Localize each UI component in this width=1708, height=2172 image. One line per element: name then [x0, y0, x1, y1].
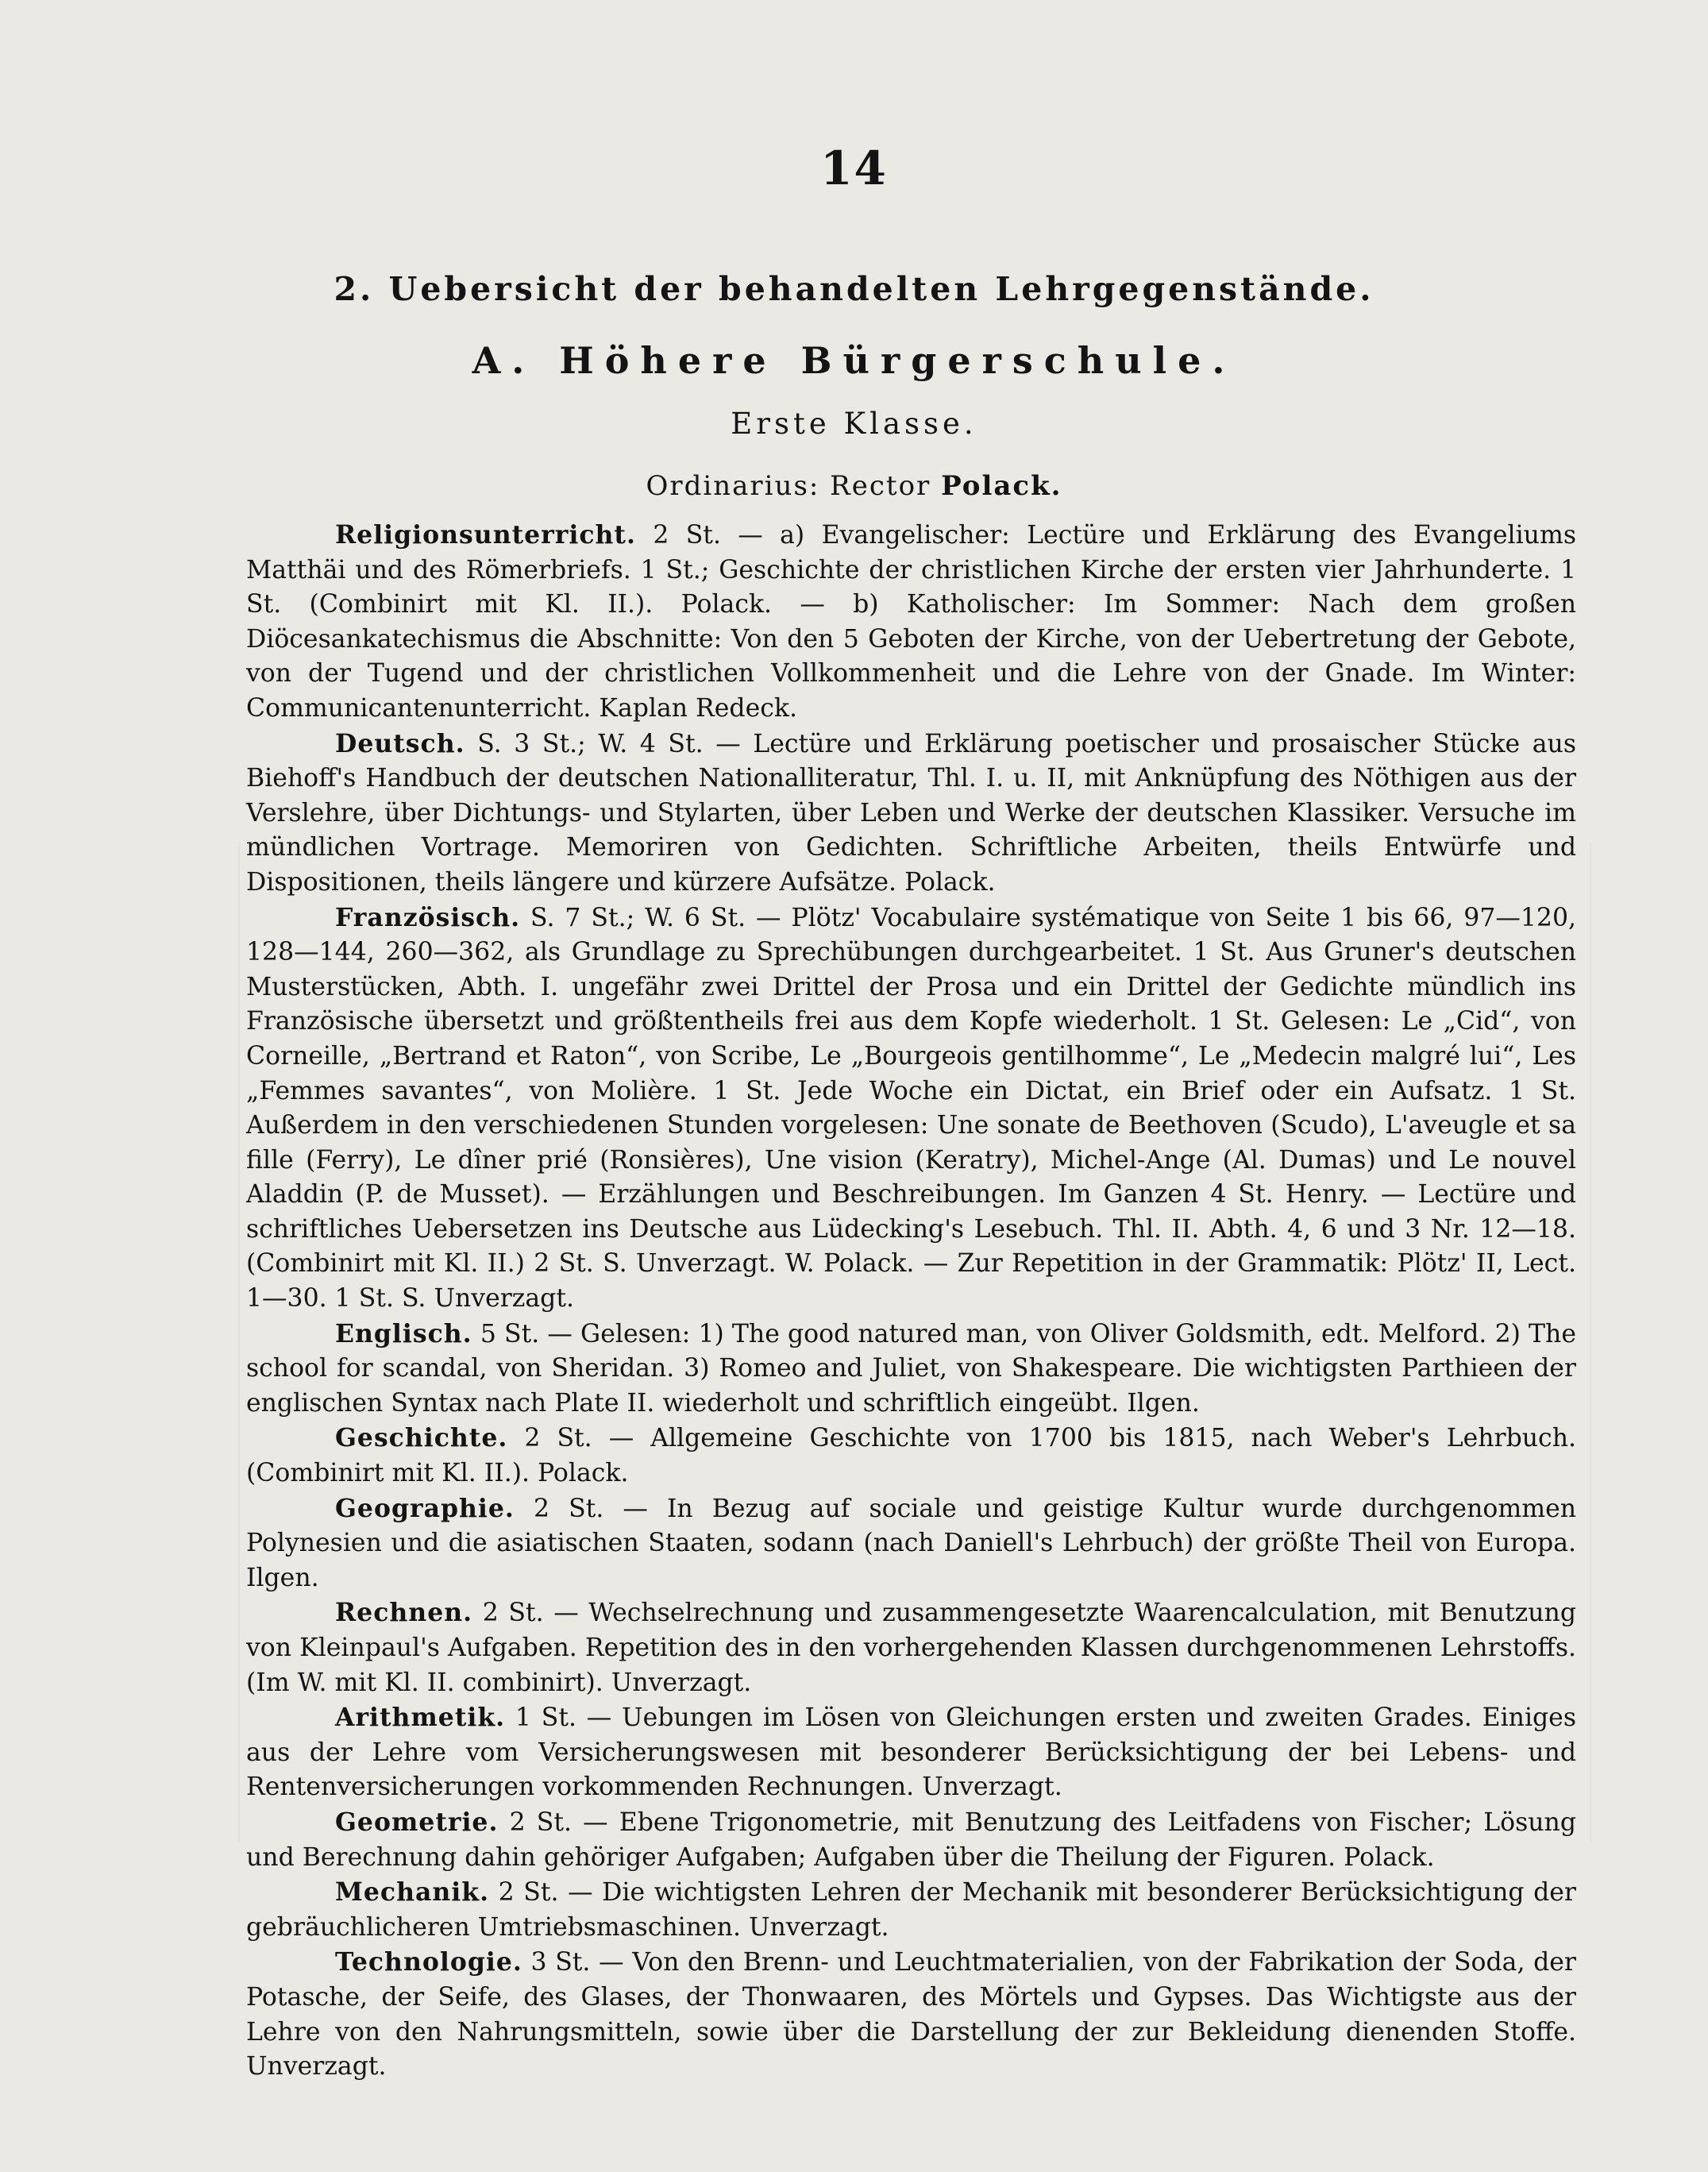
subject-description: 2 St. — Wechselrechnung und zusammengesetzte Waarencalculation, mit Benutzung von Kleinpaul's Aufgaben. Repetition des in den vorhergehenden Klassen durchgenommenen Lehrstoffs. (Im W. mit Kl. II. combinirt). Unverzagt. [246, 1599, 1576, 1697]
subject-description: S. 7 St.; W. 6 St. — Plötz' Vocabulaire systématique von Seite 1 bis 66, 97—120, 128—144, 260—362, als Grundlage zu Sprechübungen durchgearbeitet. 1 St. Aus Gruner's deutschen Musterstücken, Abth. I. ungefähr zwei Drittel der Prosa und ein Drittel der Gedichte mündlich ins Französische übersetzt und größtentheils frei aus dem Kopfe wiederholt. 1 St. Gelesen: Le „Cid“, von Corneille, „Bertrand et Raton“, von Scribe, Le „Bourgeois gentilhomme“, Le „Medecin malgré lui“, Les „Femmes savantes“, von Molière. 1 St. Jede Woche ein Dictat, ein Brief oder ein Aufsatz. 1 St. Außerdem in den verschiedenen Stunden vorgelesen: Une sonate de Beethoven (Scudo), L'aveugle et sa fille (Ferry), Le dîner prié (Ronsières), Une vision (Keratry), Michel-Ange (Al. Dumas) und Le nouvel Aladdin (P. de Musset). — Erzählungen und Beschreibungen. Im Ganzen 4 St. Henry. — Lectüre und schriftliches Uebersetzen ins Deutsche aus Lüdecking's Lesebuch. Thl. II. Abth. 4, 6 und 3 Nr. 12—18. (Combinirt mit Kl. II.) 2 St. S. Unverzagt. W. Polack. — Zur Repetition in der Grammatik: Plötz' II, Lect. 1—30. 1 St. S. Unverzagt. [246, 903, 1576, 1314]
subject-description: 2 St. — Die wichtigsten Lehren der Mechanik mit besonderer Berücksichtigung der gebräuchlicheren Umtriebsmaschinen. Unverzagt. [246, 1878, 1576, 1942]
subject-description: 2 St. — Allgemeine Geschichte von 1700 bis 1815, nach Weber's Lehrbuch. (Combinirt mit Kl. II.). Polack. [246, 1424, 1576, 1488]
class-heading: Erste Klasse. [731, 407, 977, 441]
subject-title: Arithmetik. [335, 1703, 506, 1733]
subject-description: 2 St. — In Bezug auf sociale und geistige Kultur wurde durchgenommen Polynesien und die asiatischen Staaten, sodann (nach Daniell's Lehrbuch) der größte Theil von Europa. Ilgen. [246, 1494, 1576, 1592]
ordinarius-label: Ordinarius: Rector [646, 470, 931, 502]
subject-description: 1 St. — Uebungen im Lösen von Gleichungen ersten und zweiten Grades. Einiges aus der Lehre vom Versicherungswesen mit besonderer Berücksichtigung der bei Lebens- und Rentenversicherungen vorkommenden Rechnungen. Unverzagt. [246, 1703, 1576, 1802]
subject-list [246, 518, 1576, 2085]
subject-description: 2 St. — a) Evangelischer: Lectüre und Erklärung des Evangeliums Matthäi und des Römerbriefs. 1 St.; Geschichte der christlichen Kirche der ersten vier Jahrhunderte. 1 St. (Combinirt mit Kl. II.). Polack. — b) Katholischer: Im Sommer: Nach dem großen Diöcesankatechismus die Abschnitte: Von den 5 Geboten der Kirche, von der Uebertretung der Gebote, von der Tugend und der christlichen Vollkommenheit und die Lehre von der Gnade. Im Winter: Communicantenunterricht. Kaplan Redeck. [246, 521, 1577, 723]
subject-paragraph [246, 1491, 1576, 1596]
subject-title: Englisch. [335, 1318, 472, 1348]
subject-title: Deutsch. [335, 728, 465, 758]
subject-description: 5 St. — Gelesen: 1) The good natured man, von Oliver Goldsmith, edt. Melford. 2) The school for scandal, von Sheridan. 3) Romeo and Juliet, von Shakespeare. Die wichtigsten Parthieen der englischen Syntax nach Plate II. wiederholt und schriftlich eingeübt. Ilgen. [246, 1319, 1576, 1418]
page-number: 14 [820, 141, 888, 195]
subject-paragraph [246, 1700, 1576, 1805]
subject-title: Mechanik. [335, 1877, 490, 1908]
ordinarius-line [0, 470, 1708, 502]
subject-title: Geschichte. [335, 1423, 508, 1453]
subject-title: Geometrie. [335, 1807, 499, 1837]
subject-paragraph [246, 518, 1576, 727]
subject-paragraph [246, 727, 1576, 901]
subject-description: 3 St. — Von den Brenn- und Leuchtmaterialien, von der Fabrikation der Soda, der Potasche, der Seife, des Glases, der Thonwaaren, des Mörtels und Gypses. Das Wichtigste aus der Lehre von den Nahrungsmitteln, sowie über die Darstellung der zur Bekleidung dienenden Stoffe. Unverzagt. [246, 1948, 1576, 2081]
section-heading: 2. Uebersicht der behandelten Lehrgegenstände. [334, 270, 1374, 308]
subject-paragraph [246, 1805, 1576, 1875]
subject-title: Technologie. [335, 1947, 522, 1977]
ordinarius-name: Polack. [941, 470, 1062, 502]
subject-description: 2 St. — Ebene Trigonometrie, mit Benutzung des Leitfadens von Fischer; Lösung und Berechnung dahin gehöriger Aufgaben; Aufgaben über die Theilung der Figuren. Polack. [246, 1807, 1576, 1872]
subject-title: Geographie. [335, 1493, 515, 1523]
subject-title: Rechnen. [335, 1598, 473, 1628]
school-heading: A. Höhere Bürgerschule. [472, 339, 1236, 382]
subject-paragraph [246, 1317, 1576, 1422]
subject-paragraph [246, 1595, 1576, 1700]
subject-paragraph [246, 1945, 1576, 2084]
subject-paragraph [246, 1421, 1576, 1491]
subject-title: Französisch. [335, 902, 521, 932]
subject-paragraph [246, 901, 1576, 1317]
subject-title: Religionsunterricht. [335, 520, 636, 550]
subject-paragraph [246, 1875, 1576, 1945]
subject-description: S. 3 St.; W. 4 St. — Lectüre und Erklärung poetischer und prosaischer Stücke aus Biehoff's Handbuch der deutschen Nationalliteratur, Thl. I. u. II, mit Anknüpfung des Nöthigen aus der Verslehre, über Dichtungs- und Stylarten, über Leben und Werke der deutschen Klassiker. Versuche im mündlichen Vortrage. Memoriren von Gedichten. Schriftliche Arbeiten, theils Entwürfe und Dispositionen, theils längere und kürzere Aufsätze. Polack. [246, 729, 1576, 897]
